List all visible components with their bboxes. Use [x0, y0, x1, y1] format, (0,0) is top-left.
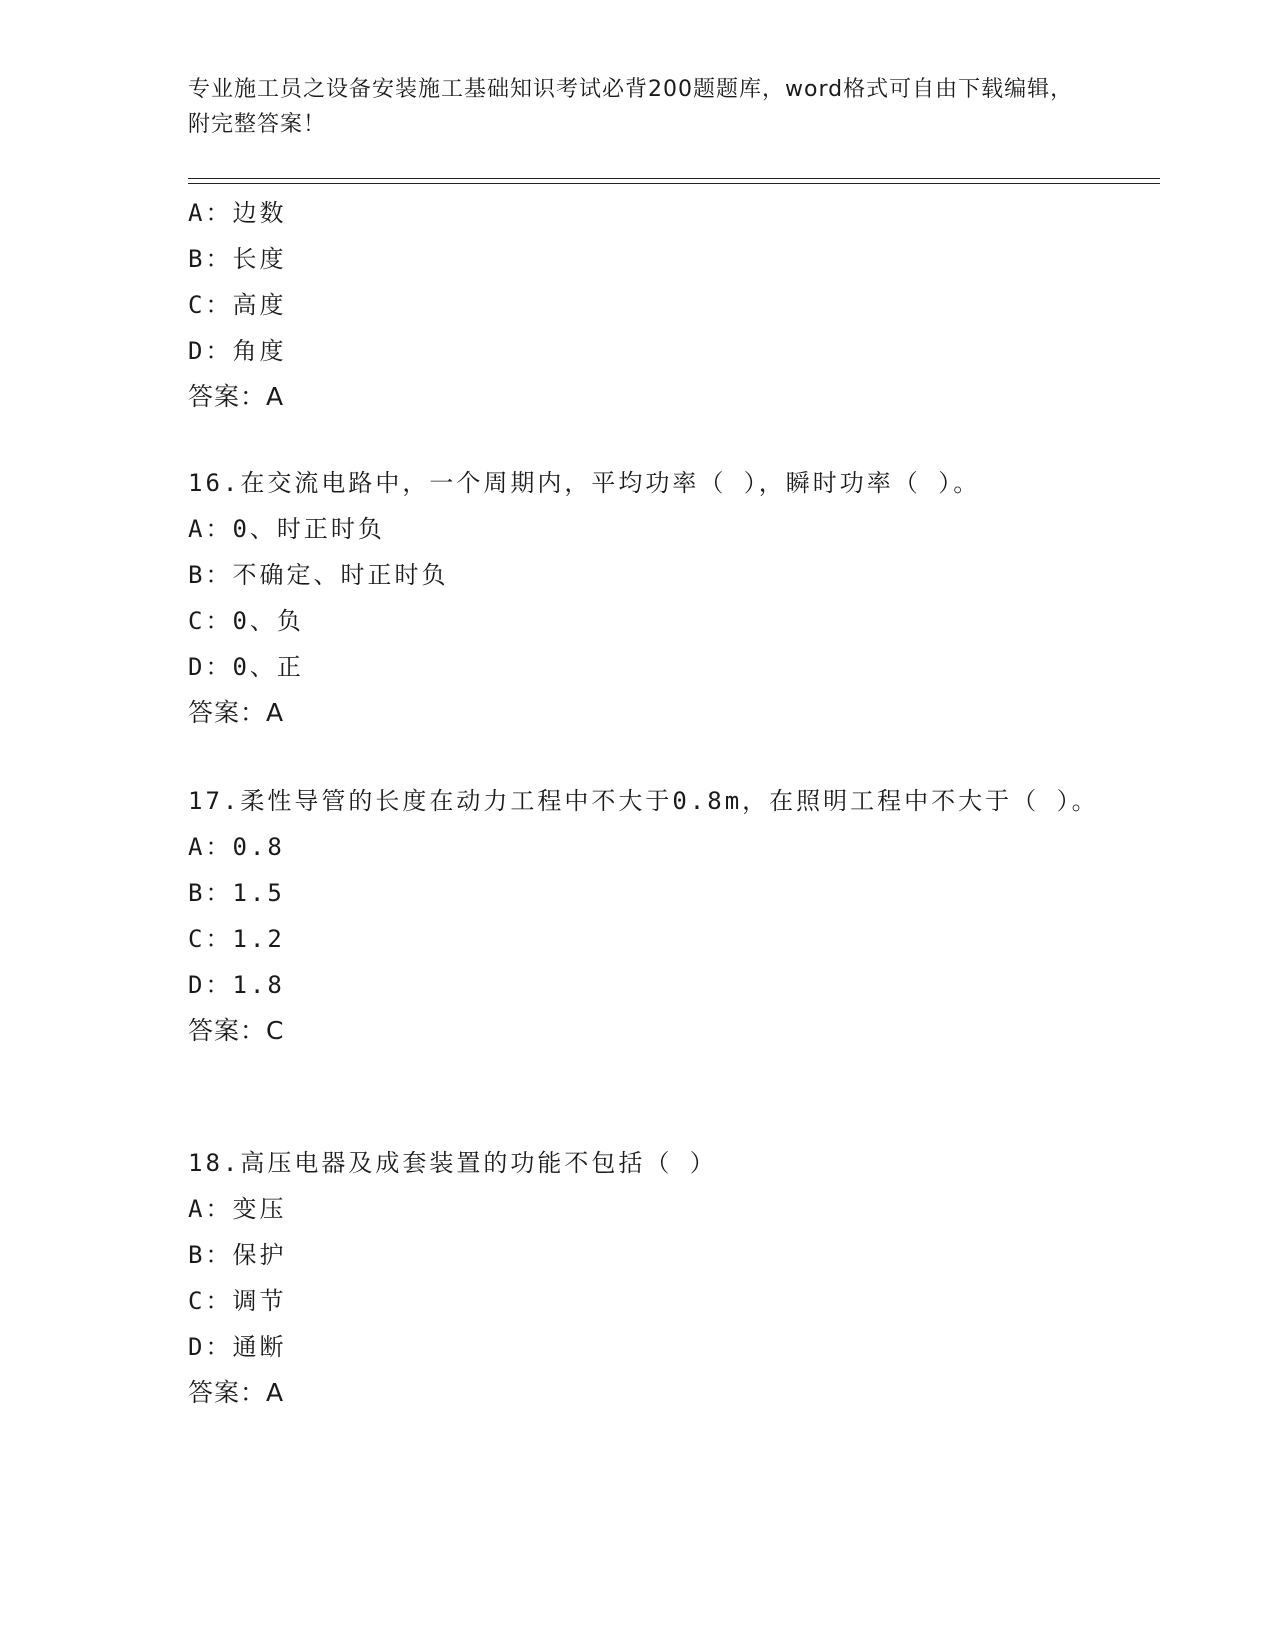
option-b: B：长度 [188, 245, 287, 273]
option-d: D：1.8 [188, 971, 285, 999]
answer: 答案：C [188, 1016, 285, 1045]
option-c: C：0、负 [188, 607, 304, 635]
option-d: D：通断 [188, 1333, 287, 1361]
question-15-continued [188, 190, 1148, 420]
question-18 [188, 1140, 1148, 1416]
header-divider-bottom [188, 183, 1160, 184]
option-a: A：变压 [188, 1195, 287, 1223]
option-b: B：1.5 [188, 879, 285, 907]
question-stem: 17.柔性导管的长度在动力工程中不大于0.8m，在照明工程中不大于（ ）。 [188, 787, 1099, 815]
document-header: 专业施工员之设备安装施工基础知识考试必背200题题库，word格式可自由下载编辑，附完整答案！ [188, 77, 1074, 137]
option-d: D：角度 [188, 337, 287, 365]
option-b: B：不确定、时正时负 [188, 561, 449, 589]
option-c: C：调节 [188, 1287, 287, 1315]
option-d: D：0、正 [188, 653, 304, 681]
question-stem: 18.高压电器及成套装置的功能不包括（ ） [188, 1149, 717, 1177]
answer: 答案：A [188, 382, 285, 411]
question-stem: 16.在交流电路中，一个周期内，平均功率（ ），瞬时功率（ ）。 [188, 469, 981, 497]
header-divider-top [188, 178, 1160, 179]
option-a: A：0、时正时负 [188, 515, 385, 543]
option-c: C：1.2 [188, 925, 285, 953]
answer: 答案：A [188, 1378, 285, 1407]
option-b: B：保护 [188, 1241, 287, 1269]
answer: 答案：A [188, 698, 285, 727]
option-a: A：边数 [188, 199, 287, 227]
option-a: A：0.8 [188, 833, 285, 861]
option-c: C：高度 [188, 291, 287, 319]
question-16 [188, 460, 1148, 736]
question-17 [188, 778, 1148, 1054]
